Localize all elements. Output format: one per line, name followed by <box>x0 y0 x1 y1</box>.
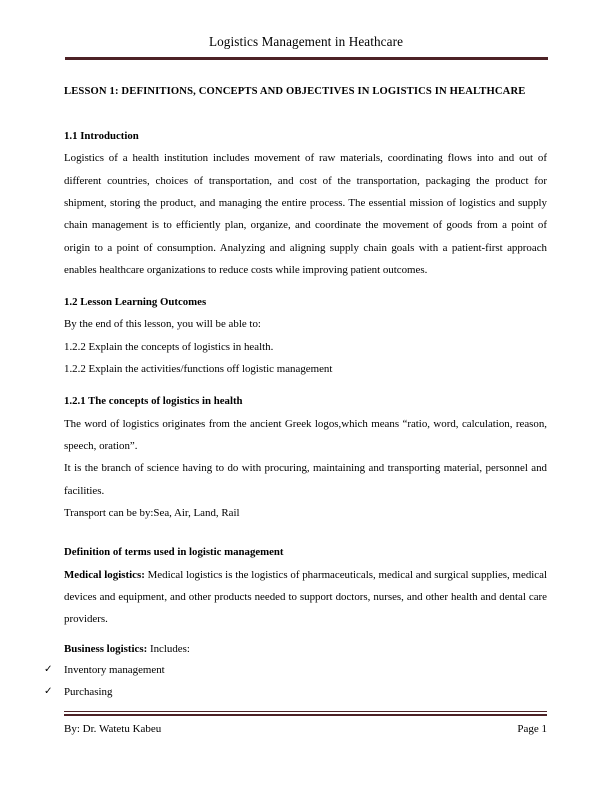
list-item <box>44 682 527 704</box>
heading-1-1-introduction: 1.1 Introduction <box>64 130 139 142</box>
definition-medical-logistics <box>64 564 547 631</box>
document-body <box>44 78 547 704</box>
checkmark-icon: ✓ <box>44 685 53 697</box>
footer-author: By: Dr. Watetu Kabeu <box>64 723 162 736</box>
business-logistics-list <box>44 660 527 704</box>
list-item <box>44 660 527 682</box>
learning-outcome-item: 1.2.2 Explain the concepts of logistics in health. <box>64 340 274 353</box>
paragraph-greek-origin: The word of logistics originates from the ancient Greek logos,which means “ratio, word, calculation, reason, speech, oration”. <box>64 417 547 452</box>
definition-business-logistics-text: Includes: <box>147 642 190 655</box>
heading-definition-of-terms: Definition of terms used in logistic management <box>64 546 284 559</box>
header-title: Logistics Management in Heathcare <box>208 34 404 49</box>
header-divider <box>65 57 548 60</box>
definition-medical-logistics-text: Medical logistics is the logistics of pharmaceuticals, medical and surgical supplies, medical devices and equipment, and other products needed to support doctors, nurses, and other health and dental care providers. <box>64 568 547 626</box>
spacer <box>64 108 547 128</box>
footer-row <box>64 716 547 735</box>
paragraph-transport-modes: Transport can be by:Sea, Air, Land, Rail <box>64 507 240 520</box>
outcomes-intro: By the end of this lesson, you will be able to: <box>64 318 261 331</box>
page-header <box>0 0 612 60</box>
checkmark-icon: ✓ <box>44 663 53 675</box>
definition-business-logistics <box>64 638 547 660</box>
lesson-heading: LESSON 1: DEFINITIONS, CONCEPTS AND OBJECTIVES IN LOGISTICS IN HEALTHCARE <box>64 86 526 97</box>
spacer <box>64 631 547 638</box>
heading-1-2-1-concepts-of-logistics: 1.2.1 The concepts of logistics in health <box>64 395 243 408</box>
footer-divider-thin <box>64 711 547 712</box>
learning-outcome-item: 1.2.2 Explain the activities/functions off logistic management <box>64 363 333 376</box>
paragraph-introduction: Logistics of a health institution includes movement of raw materials, coordinating flows into and out of different countries, choices of transportation, and cost of the transportation, packaging the product for shipment, storing the product, and managing the entire process. The essential mission of logistics and supply chain management is to efficiently plan, organize, and coordinate the movement of goods from a point of origin to a point of consumption. Analyzing and aligning supply chain goals with a patient-first approach enables healthcare organizations to reduce costs while improving patient outcomes. <box>64 152 547 276</box>
spacer <box>64 281 547 294</box>
list-item-label: Inventory management <box>64 663 165 676</box>
list-item-label: Purchasing <box>64 685 113 698</box>
footer-page-number: Page 1 <box>517 723 547 736</box>
term-business-logistics: Business logistics: <box>64 642 148 655</box>
page-footer <box>64 711 547 735</box>
heading-1-2-lesson-learning-outcomes: 1.2 Lesson Learning Outcomes <box>64 296 207 309</box>
paragraph-branch-of-science: It is the branch of science having to do with procuring, maintaining and transporting material, personnel and facilities. <box>64 462 547 497</box>
term-medical-logistics: Medical logistics: <box>64 568 145 581</box>
spacer <box>64 380 547 393</box>
spacer <box>64 524 547 544</box>
